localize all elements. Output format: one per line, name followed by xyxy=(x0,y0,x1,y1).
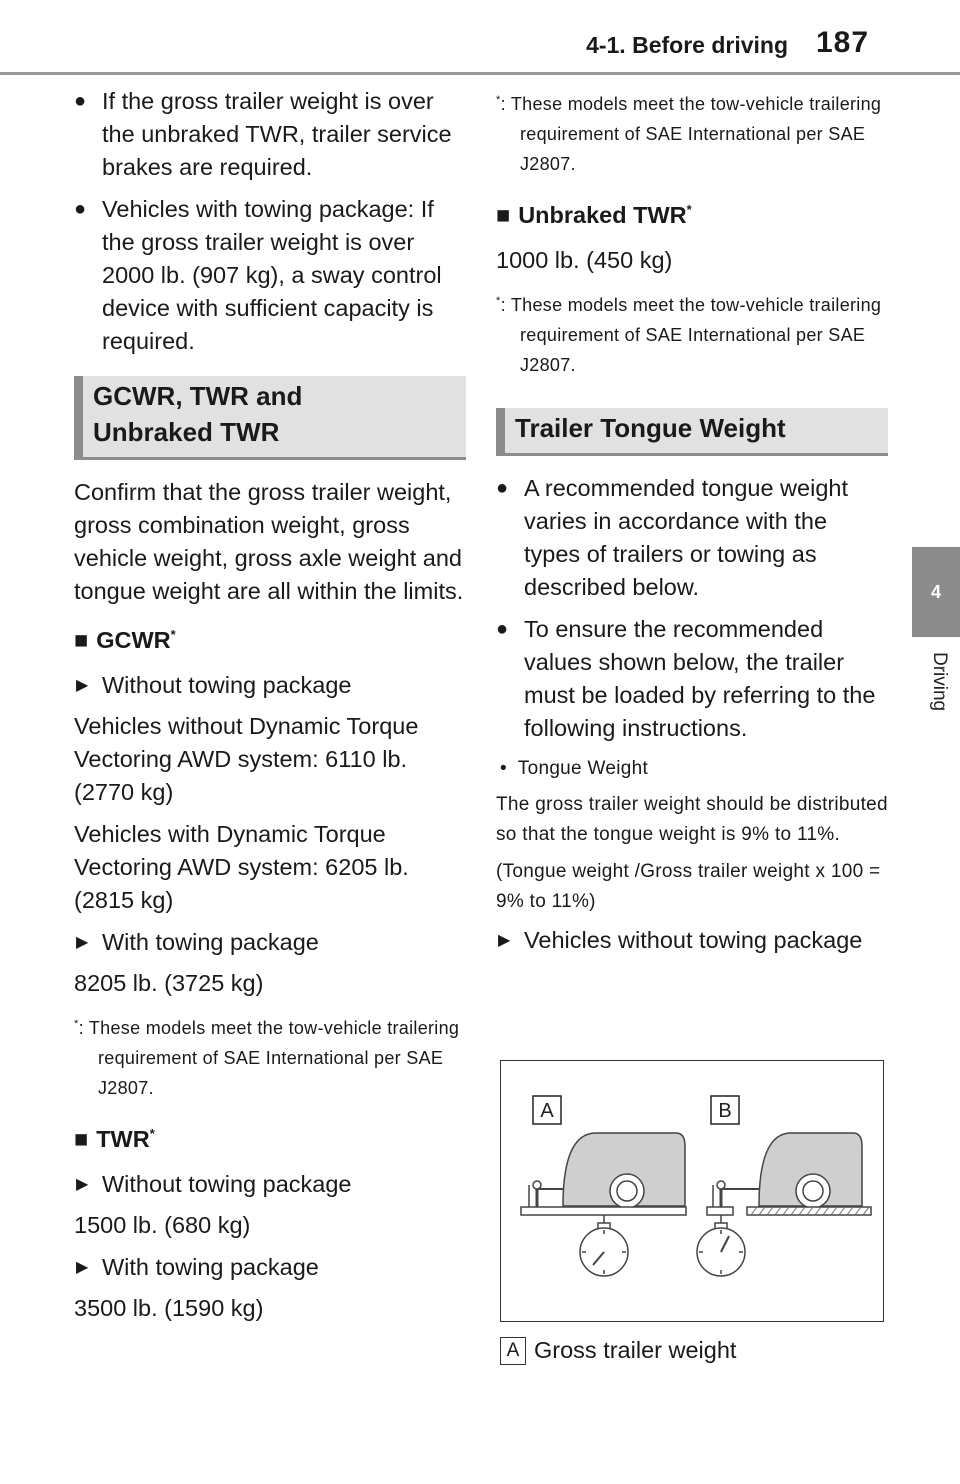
triangle-icon: ▶ xyxy=(76,1258,89,1276)
scale-a-icon xyxy=(580,1215,628,1276)
section-heading: GCWR, TWR and Unbraked TWR xyxy=(74,376,466,460)
subheading-gcwr: ■ GCWR* xyxy=(74,626,176,653)
section-heading: Trailer Tongue Weight xyxy=(496,408,888,456)
tongue-weight-figure xyxy=(500,1060,884,1322)
triangle-icon: ▶ xyxy=(76,933,89,951)
trailer-b-icon xyxy=(707,1133,871,1215)
left-column xyxy=(74,85,466,1334)
bullet-item: ● To ensure the recommended values shown below, the trailer must be loaded by referring to the following instructions. xyxy=(496,613,888,745)
chapter-label: Driving xyxy=(929,652,950,712)
bullet-item: ● If the gross trailer weight is over the unbraked TWR, trailer service brakes are required. xyxy=(74,85,466,184)
value-paragraph: Vehicles with Dynamic Torque Vectoring AWD system: 6205 lb. (2815 kg) xyxy=(74,820,409,913)
small-bullet-item: • Tongue Weight xyxy=(500,757,649,779)
header-section-title: 4-1. Before driving xyxy=(586,32,788,58)
trailer-scale-illustration xyxy=(501,1061,883,1321)
footnote: *: These models meet the tow-vehicle trailering requirement of SAE International per SAE J2807. xyxy=(496,94,882,174)
page-number: 187 xyxy=(816,26,870,59)
trailer-a-icon xyxy=(521,1133,686,1215)
value-paragraph: 3500 lb. (1590 kg) xyxy=(74,1294,264,1321)
square-icon: ■ xyxy=(496,201,511,228)
right-column xyxy=(496,85,888,965)
condition-item: ▶ Vehicles without towing package xyxy=(496,924,888,957)
small-paragraph: The gross trailer weight should be distributed so that the tongue weight is 9% to 11%. xyxy=(496,793,888,845)
subheading-twr: ■ TWR* xyxy=(74,1125,155,1152)
bullet-icon: ● xyxy=(496,476,509,499)
triangle-icon: ▶ xyxy=(76,676,89,694)
bullet-icon: ● xyxy=(496,617,509,640)
scale-b-icon xyxy=(697,1215,745,1276)
square-icon: ■ xyxy=(74,626,89,653)
small-paragraph: (Tongue weight /Gross trailer weight x 100 = 9% to 11%) xyxy=(496,860,881,912)
condition-item: ▶ With towing package xyxy=(74,926,466,959)
triangle-icon: ▶ xyxy=(76,1175,89,1193)
dot-icon: • xyxy=(500,757,507,779)
value-paragraph: 1500 lb. (680 kg) xyxy=(74,1211,251,1238)
figure-caption: A Gross trailer weight xyxy=(500,1334,882,1367)
subheading-unbraked-twr: ■ Unbraked TWR* xyxy=(496,201,692,228)
chapter-tab[interactable] xyxy=(912,547,960,637)
header-rule xyxy=(0,72,960,75)
condition-item: ▶ Without towing package xyxy=(74,669,466,702)
value-paragraph: 8205 lb. (3725 kg) xyxy=(74,969,264,996)
intro-paragraph: Confirm that the gross trailer weight, gross combination weight, gross vehicle weight, gross axle weight and tongue weight are all within the limits. xyxy=(74,479,464,604)
label-a: A xyxy=(540,1100,554,1122)
condition-item: ▶ With towing package xyxy=(74,1251,466,1284)
condition-item: ▶ Without towing package xyxy=(74,1168,466,1201)
value-paragraph: Vehicles without Dynamic Torque Vectoring AWD system: 6110 lb. (2770 kg) xyxy=(74,712,419,805)
value-paragraph: 1000 lb. (450 kg) xyxy=(496,246,673,273)
chapter-number: 4 xyxy=(930,581,941,602)
triangle-icon: ▶ xyxy=(498,931,511,949)
label-b: B xyxy=(718,1100,732,1122)
square-icon: ■ xyxy=(74,1125,89,1152)
bullet-item: ● Vehicles with towing package: If the gross trailer weight is over 2000 lb. (907 kg), a sway control device with sufficient capacity is required. xyxy=(74,193,466,358)
caption-label-a: A xyxy=(500,1337,526,1365)
bullet-item: ● A recommended tongue weight varies in accordance with the types of trailers or towing as described below. xyxy=(496,472,888,604)
footnote: *: These models meet the tow-vehicle trailering requirement of SAE International per SAE J2807. xyxy=(74,1017,460,1098)
bullet-icon: ● xyxy=(74,90,87,112)
bullet-icon: ● xyxy=(74,198,87,220)
footnote: *: These models meet the tow-vehicle trailering requirement of SAE International per SAE J2807. xyxy=(496,294,882,375)
